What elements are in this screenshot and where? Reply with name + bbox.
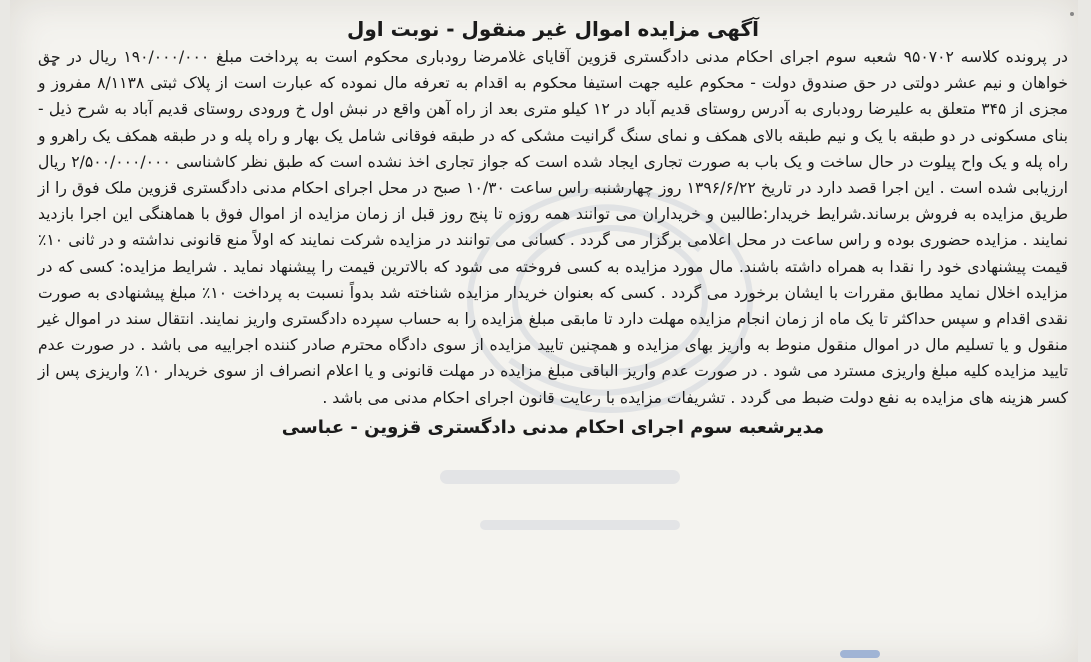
notice-title: آگهی مزایده اموال غیر منقول - نوبت اول	[347, 17, 759, 41]
notice-body: در پرونده کلاسه ۹۵۰۷۰۲ شعبه سوم اجرای احکام مدنی دادگستری قزوین آقایای غلامرضا رودباری محکوم است به پرداخت مبلغ ۱۹۰/۰۰۰/۰۰۰ ریال در حق خواهان و نیم عشر دولتی در حق صندوق دولت - محکوم علیه جهت استیفا محکوم به اقدام به تعرفه مال نموده که عبارت است از پلاک ثبتی ۸/۱۱۳۸ مفروز و مجزی از ۳۴۵ متعلق به علیرضا رودباری به آدرس روستای قدیم آباد در ۱۲ کیلو متری بعد از راه آهن واقع در نبش اول خ ورودی روستای قدیم آباد به شرح ذیل - بنای مسکونی در دو طبقه با یک و نیم طبقه بالای همکف و نمای سنگ گرانیت مشکی که در طبقه فوقانی شامل یک بهار و راه پله و در طبقه همکف یک راهرو و راه پله و یک واح پیلوت در حال ساخت و یک باب به صورت تجاری ایجاد شده است که جواز تجاری اخذ نشده است که طبق نظر کاشناسی ۲/۵۰۰/۰۰۰/۰۰۰ ریال ارزیابی شده است . این اجرا قصد دارد در تاریخ ۱۳۹۶/۶/۲۲ روز چهارشنبه راس ساعت ۱۰/۳۰ صبح در محل اجرای احکام مدنی دادگستری قزوین ملک فوق را از طریق مزایده به فروش برساند.شرایط خریدار:طالبین و خریداران می توانند همه روزه تا پنج روز قبل از زمان مزایده از اموال فوق با هماهنگی این اجرا بازدید نمایند . مزایده حضوری بوده و راس ساعت در محل اعلامی برگزار می گردد . کسانی می توانند در مزایده شرکت نمایند که اولاً منع قانونی نداشته و در ثانی ۱۰٪ قیمت پیشنهادی خود را نقدا به همراه داشته باشند. مال مورد مزایده به کسی فروخته می شود که بالاترین قیمت را پیشنهاد نماید . شرایط مزایده: کسی که در مزایده اخلال نماید مطابق مقررات با ایشان برخورد می گردد . کسی که بعنوان خریدار مزایده شناخته شد بدواً نسبت به پرداخت ۱۰٪ مبلغ پیشنهادی به صورت نقدی اقدام و سپس حداکثر تا یک ماه از زمان انجام مزایده مهلت دارد تا مابقی مبلغ مزایده را به حساب سپرده دادگستری واریز نمایند. انتقال سند در اموال غیر منقول و یا تسلیم مال در اموال منقول منوط به واریز بهای مزایده و همچنین تایید مزایده از سوی دادگاه محترم صادر کننده اجراییه می باشد . در صورت عدم تایید مزایده کلیه مبلغ واریزی مسترد می شود . در صورت عدم واریز الباقی مبلغ مزایده در مهلت قانونی و یا اعلام انصراف از سوی خریدار ۱۰٪ واریزی پس از کسر هزینه های مزایده به نفع دولت ضبط می گردد . تشریفات مزایده با رعایت قانون اجرای احکام مدنی می باشد .	[38, 48, 1069, 407]
speck-mark	[1070, 12, 1074, 16]
newspaper-clipping	[10, 0, 1078, 662]
auction-notice	[38, 16, 1068, 441]
notice-signature: مدیرشعبه سوم اجرای احکام مدنی دادگستری قزوین - عباسی	[281, 416, 825, 438]
ink-smudge	[840, 650, 880, 658]
